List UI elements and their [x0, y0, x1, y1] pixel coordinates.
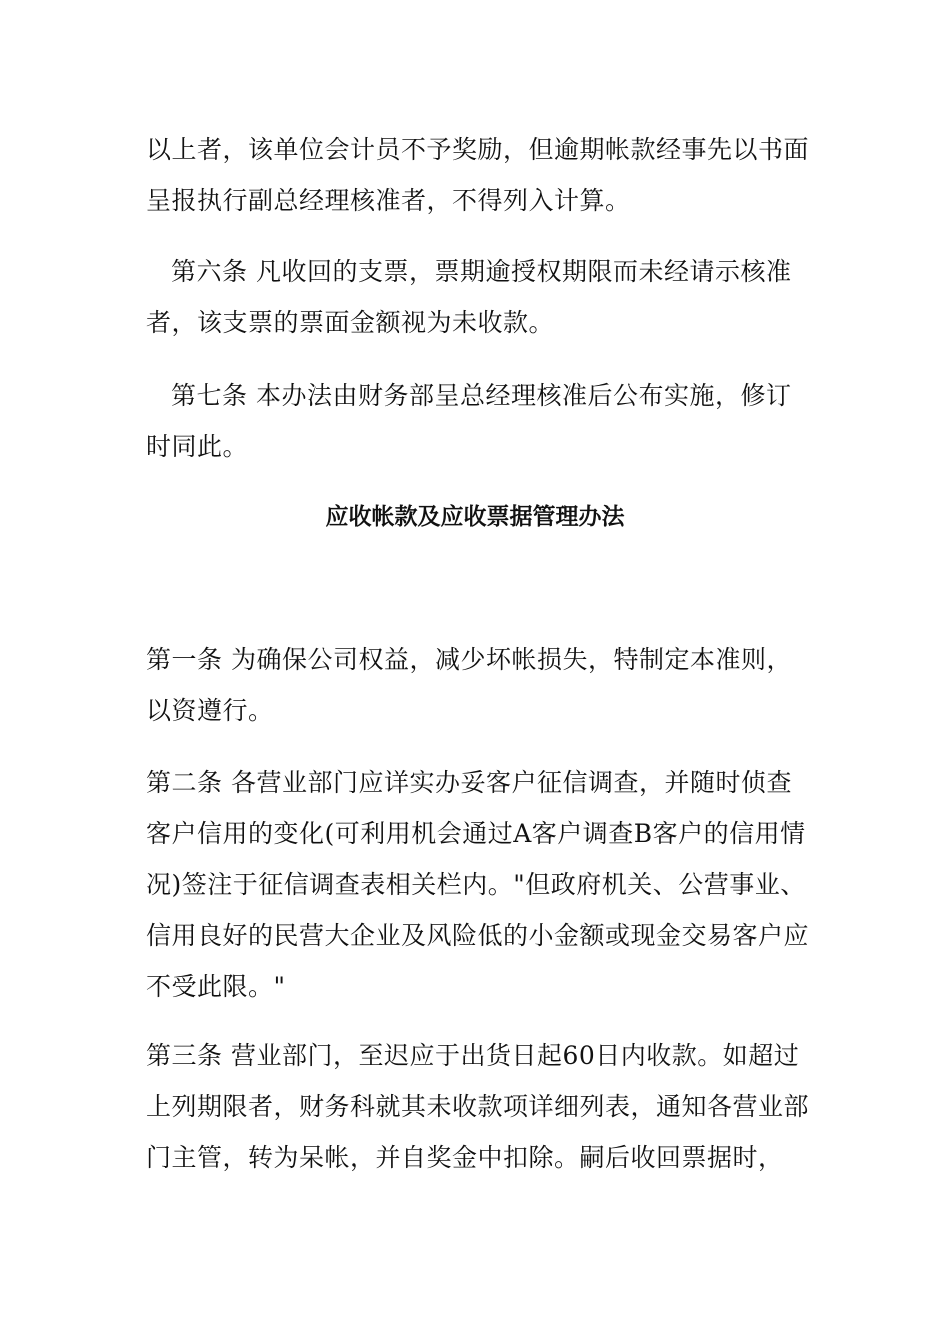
- paragraph-section-article-3: 第三条 营业部门，至迟应于出货日起60日内收款。如超过上列期限者，财务科就其未收款项详细列表，通知各营业部门主管，转为呆帐，并自奖金中扣除。嗣后收回票据时，: [146, 1041, 810, 1172]
- paragraph-section-article-1: 第一条 为确保公司权益，减少坏帐损失，特制定本准则，以资遵行。: [146, 645, 792, 725]
- paragraph-section-article-2: 第二条 各营业部门应详实办妥客户征信调查，并随时侦查客户信用的变化(可利用机会通过A客户调查B客户的信用情况)签注于征信调查表相关栏内。"但政府机关、公营事业、信用良好的民营大企业及风险低的小金额或现金交易客户应不受此限。": [146, 768, 810, 1001]
- section-title: 应收帐款及应收票据管理办法: [325, 504, 625, 530]
- paragraph-continuation: 以上者，该单位会计员不予奖励，但逾期帐款经事先以书面呈报执行副总经理核准者，不得列入计算。: [146, 135, 810, 215]
- paragraph-article-6: 第六条 凡收回的支票，票期逾授权期限而未经请示核准者，该支票的票面金额视为未收款。: [146, 257, 792, 337]
- paragraph-article-7: 第七条 本办法由财务部呈总经理核准后公布实施，修订时同此。: [146, 381, 792, 461]
